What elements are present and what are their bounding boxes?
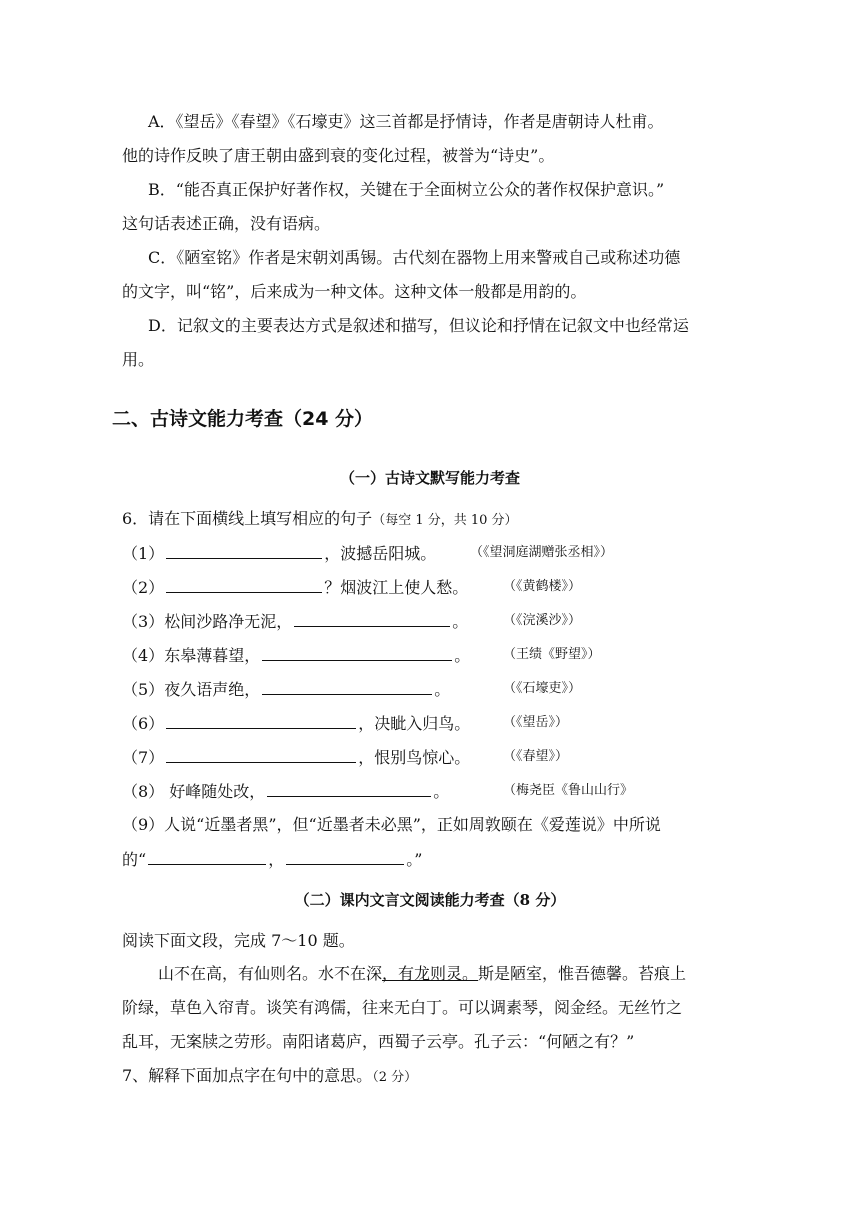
answer-blank[interactable] xyxy=(166,713,356,729)
item-text: 。 xyxy=(433,782,450,801)
item-text: ， xyxy=(268,850,285,869)
fill-item-6 xyxy=(122,713,470,734)
item-number: （3） xyxy=(122,612,165,631)
fill-item-4 xyxy=(122,645,470,666)
item-source: （《石壕吏》） xyxy=(503,681,582,696)
option-d-line1: D．记叙文的主要表达方式是叙述和描写，但议论和抒情在记叙文中也经常运 xyxy=(148,316,689,335)
fill-item-9-line2 xyxy=(122,849,422,870)
passage-line-2: 阶绿，草色入帘青。谈笑有鸿儒，往来无白丁。可以调素琴，阅金经。无丝竹之 xyxy=(122,998,683,1017)
option-c-line2: 的文字，叫“铭”，后来成为一种文体。这种文体一般都是用韵的。 xyxy=(122,282,587,301)
option-b-line2: 这句话表述正确，没有语病。 xyxy=(122,214,331,233)
item-text-before: 东皋薄暮望， xyxy=(164,646,261,665)
passage-text: 斯是陋室，惟吾德馨。苔痕上 xyxy=(478,964,687,983)
option-a-line2: 他的诗作反映了唐王朝由盛到衰的变化过程，被誉为“诗史”。 xyxy=(122,146,555,165)
item-source: （《春望》） xyxy=(503,749,569,764)
option-a-line1: A．《望岳》《春望》《石壕吏》这三首都是抒情诗，作者是唐朝诗人杜甫。 xyxy=(148,112,664,131)
item-text-before: 松间沙路净无泥， xyxy=(164,612,293,631)
passage-underlined: ，有龙则灵。 xyxy=(382,964,479,983)
passage-text: 山不在高，有仙则名。水不在深 xyxy=(158,964,383,983)
subsection-heading-1: （一）古诗文默写能力考查 xyxy=(339,469,520,487)
item-text: ，决眦入归鸟。 xyxy=(358,714,471,733)
item-source: （王绩《野望》） xyxy=(503,647,601,662)
item-text: ？烟波江上使人愁。 xyxy=(324,578,469,597)
item-source: （《浣溪沙》） xyxy=(503,613,582,628)
item-text: ，波撼岳阳城。 xyxy=(324,544,437,563)
fill-item-1 xyxy=(122,543,436,564)
passage-line-1 xyxy=(158,964,686,984)
option-c-line1: C．《陋室铭》作者是宋朝刘禹锡。古代刻在器物上用来警戒自己或称述功德 xyxy=(148,248,681,267)
item-source: （《望洞庭湖赠张丞相》） xyxy=(470,545,614,560)
item-source: （梅尧臣《鲁山山行》 xyxy=(503,783,634,798)
section-heading: 二、古诗文能力考查（24 分） xyxy=(112,408,374,430)
item-text: 。 xyxy=(434,680,451,699)
item-number: （4） xyxy=(122,646,165,665)
question-6-score: （每空 1 分，共 10 分） xyxy=(372,513,518,528)
fill-item-2 xyxy=(122,577,468,598)
item-number: （1） xyxy=(122,544,165,563)
answer-blank[interactable] xyxy=(294,611,450,627)
item-text: ，恨别鸟惊心。 xyxy=(358,748,471,767)
option-d-line2: 用。 xyxy=(122,350,155,369)
answer-blank[interactable] xyxy=(166,747,356,763)
option-b-line1: B．“能否真正保护好著作权，关键在于全面树立公众的著作权保护意识。” xyxy=(148,180,665,199)
item-source: （《望岳》） xyxy=(503,715,569,730)
answer-blank[interactable] xyxy=(166,543,322,559)
answer-blank[interactable] xyxy=(267,781,431,797)
item-number: （6） xyxy=(122,714,165,733)
question-7 xyxy=(122,1066,417,1088)
item-number: （2） xyxy=(122,578,165,597)
reading-instruction: 阅读下面文段，完成 7～10 题。 xyxy=(122,931,355,950)
answer-blank[interactable] xyxy=(262,645,452,661)
answer-blank[interactable] xyxy=(262,679,432,695)
answer-blank[interactable] xyxy=(166,577,322,593)
fill-item-9-line1: （9）人说“近墨者黑”，但“近墨者未必黑”，正如周敦颐在《爱莲说》中所说 xyxy=(122,815,661,834)
item-number: （8） xyxy=(122,782,165,801)
answer-blank[interactable] xyxy=(148,849,266,865)
item-number: （7） xyxy=(122,748,165,767)
fill-item-3 xyxy=(122,611,468,632)
item-text: 。 xyxy=(454,646,471,665)
item-source: （《黄鹤楼》） xyxy=(503,579,582,594)
question-7-text: 7、解释下面加点字在句中的意思。 xyxy=(122,1066,373,1085)
item-text: 。” xyxy=(406,850,423,869)
question-6-stem xyxy=(122,509,518,531)
item-text-before: 好峰随处改， xyxy=(169,782,266,801)
passage-line-3: 乱耳，无案牍之劳形。南阳诸葛庐，西蜀子云亭。孔子云：“何陋之有？” xyxy=(122,1032,635,1051)
answer-blank[interactable] xyxy=(286,849,404,865)
item-text: 的“ xyxy=(122,850,147,869)
item-number: （5） xyxy=(122,680,165,699)
item-text: 。 xyxy=(452,612,469,631)
fill-item-5 xyxy=(122,679,450,700)
fill-item-8 xyxy=(122,781,449,802)
question-7-score: （2 分） xyxy=(372,1070,418,1085)
subsection-heading-2: （二）课内文言文阅读能力考查（8 分） xyxy=(294,891,566,909)
fill-item-7 xyxy=(122,747,470,768)
item-text-before: 夜久语声绝， xyxy=(164,680,261,699)
question-6-text: 6．请在下面横线上填写相应的句子 xyxy=(122,509,373,528)
